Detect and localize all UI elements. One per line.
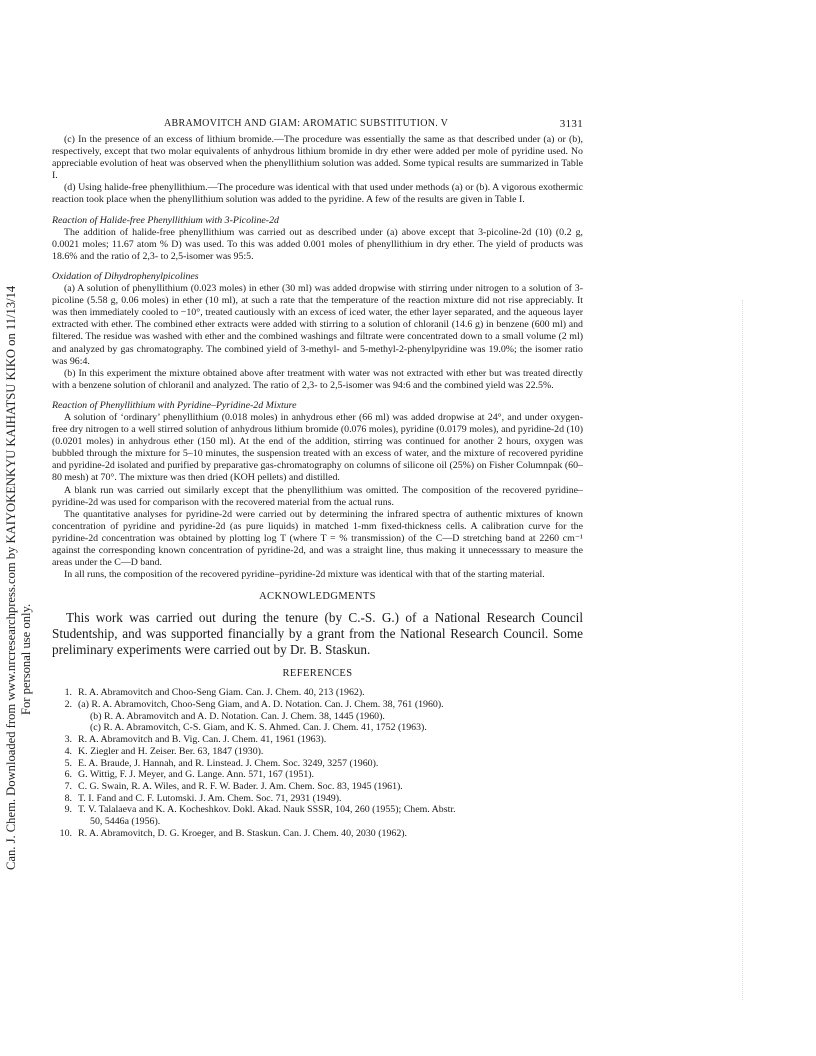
download-watermark [0, 0, 40, 1056]
section-heading: Reaction of Halide-free Phenyllithium with 3-Picoline-2d [52, 214, 279, 226]
page-body [52, 118, 583, 839]
references-title: REFERENCES [282, 668, 353, 680]
running-header [52, 118, 583, 134]
reference-number: 1. [64, 687, 72, 699]
reference-number: 3. [64, 734, 72, 746]
reference-number: 4. [64, 745, 72, 757]
reference-text: (b) R. A. Abramovitch and A. D. Notation. Can. J. Chem. 38, 1445 (1960). [90, 710, 385, 722]
reference-text: R. A. Abramovitch and Choo-Seng Giam. Can. J. Chem. 40, 213 (1962). [78, 687, 365, 699]
reference-number: 5. [64, 757, 72, 769]
reference-text: C. G. Swain, R. A. Wiles, and R. F. W. Bader. J. Am. Chem. Soc. 83, 1945 (1961). [78, 780, 403, 792]
reference-item [52, 746, 583, 758]
reference-item [52, 781, 583, 793]
reference-text: E. A. Braude, J. Hannah, and R. Linstead. J. Chem. Soc. 3249, 3257 (1960). [78, 757, 379, 769]
reference-text: G. Wittig, F. J. Meyer, and G. Lange. Ann. 571, 167 (1951). [78, 769, 315, 781]
reference-item [52, 769, 583, 781]
page-number: 3131 [559, 118, 583, 130]
reference-item [52, 804, 583, 816]
section-heading: Oxidation of Dihydrophenylpicolines [52, 270, 199, 282]
scan-margin-artifact [742, 300, 744, 1000]
paragraph-method-c: (c) In the presence of an excess of lithium bromide.—The procedure was essentially the same as that described under (a) or (b), respectively, except that two molar equivalents of anhydrous lithium bromide in dry ether were added per mole of pyridine used. No appreciable evolution of heat was observed when the phenyllithium solution was added. Some typical results are summarized in Table I. [52, 134, 583, 182]
section-oxidation [52, 271, 583, 392]
method-paragraphs [52, 134, 583, 207]
reference-item [52, 816, 583, 828]
section-paragraph: The addition of halide-free phenyllithium was carried out as described under (a) above except that 3-picoline-2d (10) (0.2 g, 0.0021 moles; 11.67 atom % D) was used. To this was added 0.001 moles of phenyllithium in dry ether. The yield of products was 18.6% and the ratio of 2,3- to 2,5-isomer was 95:5. [52, 226, 583, 262]
section-paragraph: A blank run was carried out similarly except that the phenyllithium was omitted. The composition of the recovered pyridine–pyridine-2d was used for comparison with the recovered material from the actual runs. [52, 484, 583, 508]
section-paragraph: In all runs, the composition of the recovered pyridine–pyridine-2d mixture was identical with that of the starting material. [64, 569, 545, 581]
reference-text: K. Ziegler and H. Zeiser. Ber. 63, 1847 (1930). [78, 745, 264, 757]
reference-text: T. I. Fand and C. F. Lutomski. J. Am. Chem. Soc. 71, 2931 (1949). [78, 792, 342, 804]
reference-text: (c) R. A. Abramovitch, C-S. Giam, and K. S. Ahmed. Can. J. Chem. 41, 1752 (1963). [90, 722, 427, 734]
reference-item [52, 687, 583, 699]
reference-number: 2. [64, 698, 72, 710]
section-paragraph: A solution of ‘ordinary’ phenyllithium (0.018 moles) in anhydrous ether (66 ml) was added dropwise at 24°, and under oxygen-free dry nitrogen to a well stirred solution of anhydrous lithium bromide (0.076 moles), pyridine (0.0179 moles), and pyridine-2d (10) (0.0201 moles) in anhydrous ether (150 ml). At the end of the addition, stirring was continued for another 2 hours, oxygen was bubbled through the mixture for 5–10 minutes, the suspension treated with an excess of water, and the mixture of recovered pyridine and pyridine-2d isolated and purified by preparative gas-chromatography on columns of silicone oil (25%) on Fisher Columnpak (60–80 mesh) at 70°. The mixture was then dried (KOH pellets) and distilled. [52, 411, 583, 484]
reference-text: T. V. Talalaeva and K. A. Kocheshkov. Dokl. Akad. Nauk SSSR, 104, 260 (1955); Chem. Abstr. [78, 804, 456, 816]
section-paragraph: The quantitative analyses for pyridine-2d were carried out by determining the infrared spectra of authentic mixtures of known concentration of pyridine and pyridine-2d (as pure liquids) in matched 1-mm fixed-thickness cells. A calibration curve for the pyridine-2d concentration was obtained by plotting log T (where T = % transmission) of the C—D stretching band at 2260 cm⁻¹ against the corresponding known concentration of pyridine-2d, and was a straight line, thus making it unnecesssary to measure the areas under the C—D band. [52, 508, 583, 569]
acknowledgments-text [52, 610, 583, 658]
acknowledgments-title: ACKNOWLEDGMENTS [259, 591, 376, 603]
reference-item [52, 828, 583, 840]
reference-text: R. A. Abramovitch and B. Vig. Can. J. Chem. 41, 1961 (1963). [78, 734, 327, 746]
watermark-line-1: Can. J. Chem. Downloaded from www.nrcresearchpress.com by KAIYOKENKYU KAIHATSU KIKO on 11/13/14 [4, 285, 18, 870]
reference-text: (a) R. A. Abramovitch, Choo-Seng Giam, and A. D. Notation. Can. J. Chem. 38, 761 (1960). [78, 698, 444, 710]
reference-text: R. A. Abramovitch, D. G. Kroeger, and B. Staskun. Can. J. Chem. 40, 2030 (1962). [78, 827, 408, 839]
reference-number: 6. [64, 769, 72, 781]
reference-item [52, 734, 583, 746]
section-paragraph: (a) A solution of phenyllithium (0.023 moles) in ether (30 ml) was added dropwise with stirring under nitrogen to a solution of 3-picoline (5.58 g, 0.06 moles) in ether (10 ml), at such a rate that the temperature of the reaction mixture did not rise appreciably. It was then immediately cooled to −10°, treated cautiously with an excess of iced water, the ether layer separated, and the aqueous layer extracted with ether. The combined ether extracts were added with stirring to a solution of chloranil (14.6 g) in benzene (600 ml) and filtered. The residue was washed with ether and the combined washings and filtrate were concentrated down to a small volume (2 ml) and analyzed by gas chromatography. The combined yield of 3-methyl- and 5-methyl-2-phenylpyridine was 19.0%; the isomer ratio was 96:4. [52, 283, 583, 367]
reference-number: 10. [59, 827, 72, 839]
reference-item [52, 711, 583, 723]
section-picoline [52, 215, 583, 263]
section-heading: Reaction of Phenyllithium with Pyridine–Pyridine-2d Mixture [52, 399, 297, 411]
reference-item [52, 758, 583, 770]
reference-item [52, 699, 583, 711]
references-list [52, 687, 583, 839]
reference-number: 8. [64, 792, 72, 804]
running-title: ABRAMOVITCH AND GIAM: AROMATIC SUBSTITUTION. V [164, 118, 449, 129]
reference-item [52, 722, 583, 734]
section-pyridine-mixture [52, 400, 583, 581]
reference-item [52, 793, 583, 805]
reference-number: 9. [64, 804, 72, 816]
acknowledgments-paragraph: This work was carried out during the tenure (by C.-S. G.) of a National Research Council Studentship, and was supported financially by a grant from the National Research Council. Some preliminary experiments were carried out by Dr. B. Staskun. [52, 610, 583, 658]
section-paragraph: (b) In this experiment the mixture obtained above after treatment with water was not extracted with ether but was treated directly with a benzene solution of chloranil and analyzed. The ratio of 2,3- to 2,5-isomer was 94:6 and the combined yield was 22.5%. [52, 367, 583, 391]
reference-text: 50, 5446a (1956). [90, 816, 161, 828]
watermark-line-2: For personal use only. [19, 603, 33, 715]
paragraph-method-d: (d) Using halide-free phenyllithium.—The procedure was identical with that used under methods (a) or (b). A vigorous exothermic reaction took place when the phenyllithium solution was added to the pyridine. A few of the results are given in Table I. [52, 182, 583, 206]
reference-number: 7. [64, 780, 72, 792]
